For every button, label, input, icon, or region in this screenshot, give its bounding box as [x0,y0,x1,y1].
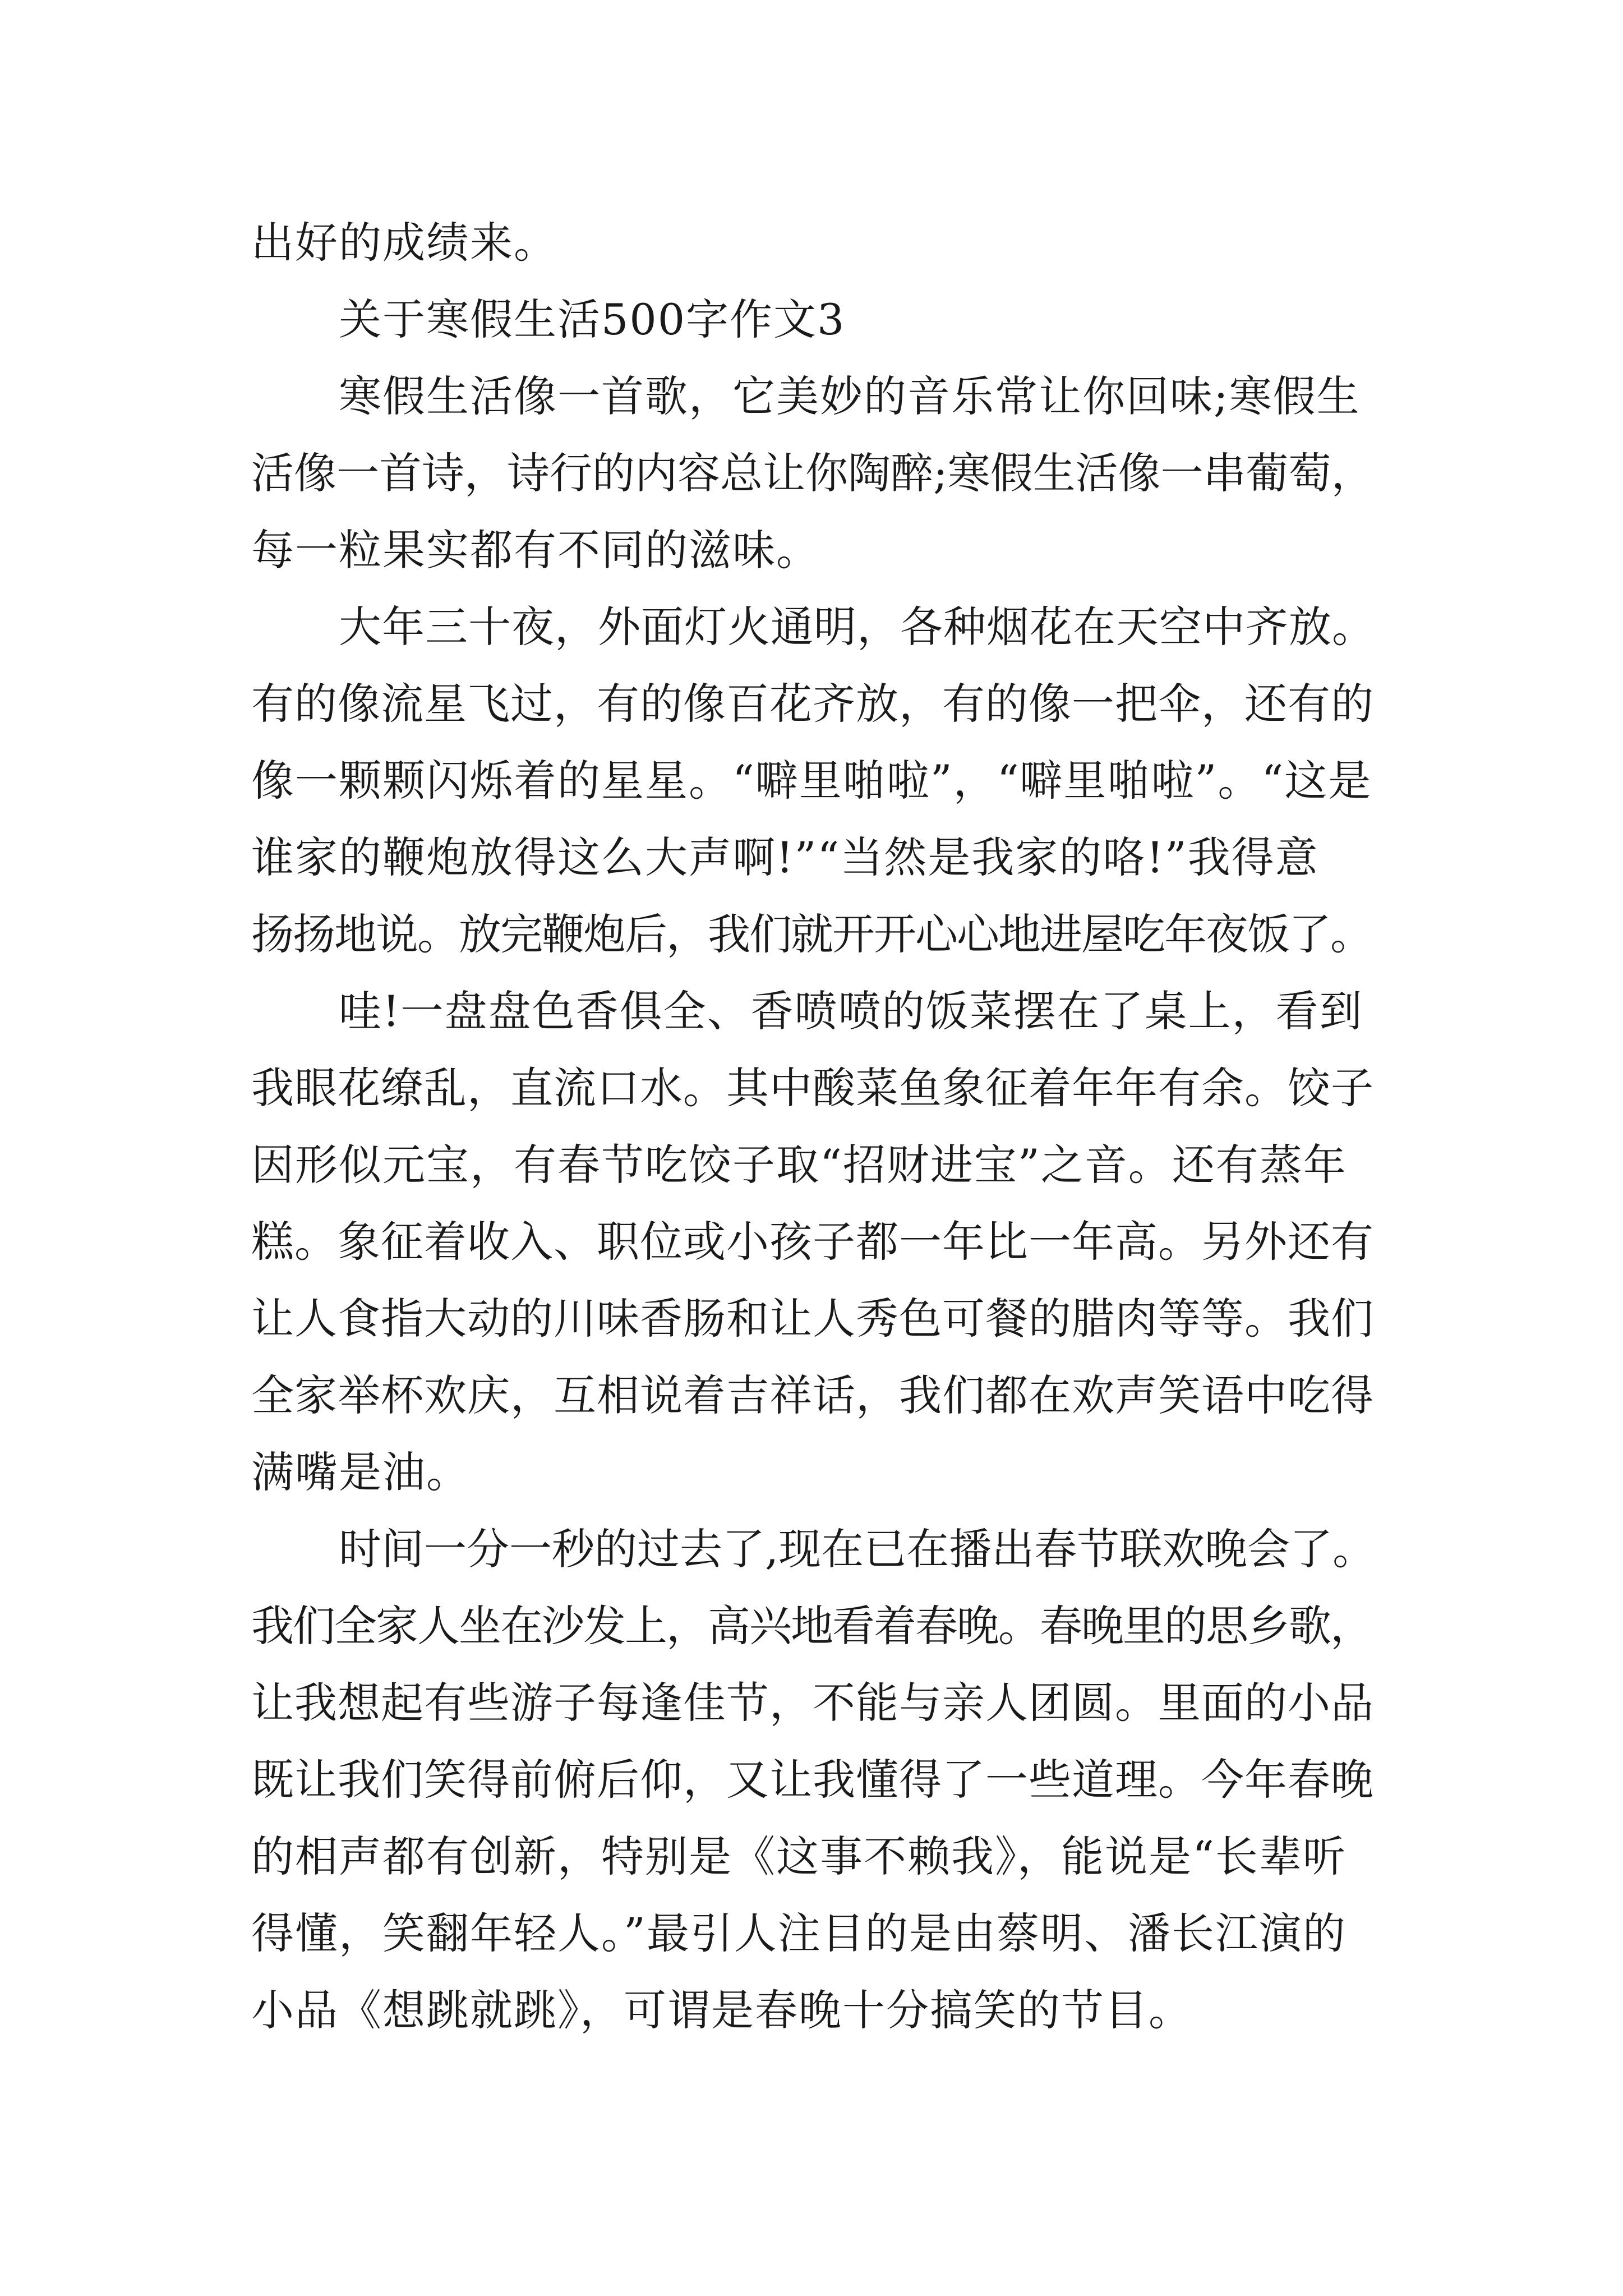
text-line: 时间一分一秒的过去了,现在已在播出春节联欢晚会了。 [339,1524,1376,1574]
text-line: 寒假生活像一首歌，它美妙的音乐常让你回味;寒假生 [339,371,1361,421]
text-line: 我眼花缭乱，直流口水。其中酸菜鱼象征着年年有余。饺子 [251,1063,1374,1113]
text-line: 像一颗颗闪烁着的星星。“噼里啪啦”，“噼里啪啦”。“这是 [251,756,1372,806]
text-line: 小品《想跳就跳》，可谓是春晚十分搞笑的节目。 [251,1985,1192,2035]
section-heading: 关于寒假生活500字作文3 [339,295,846,344]
text-line: 既让我们笑得前俯后仰，又让我懂得了一些道理。今年春晚 [251,1755,1374,1805]
text-line: 得懂，笑翻年轻人。”最引人注目的是由蔡明、潘长江演的 [251,1908,1347,1958]
text-line: 每一粒果实都有不同的滋味。 [251,525,820,575]
text-line: 的相声都有创新，特别是《这事不赖我》，能说是“长辈听 [251,1832,1347,1881]
text-line: 让我想起有些游子每逢佳节，不能与亲人团圆。里面的小品 [251,1678,1374,1728]
text-line: 因形似元宝，有春节吃饺子取“招财进宝”之音。还有蒸年 [251,1140,1347,1190]
text-line: 有的像流星飞过，有的像百花齐放，有的像一把伞，还有的 [251,679,1374,729]
text-line: 全家举杯欢庆，互相说着吉祥话，我们都在欢声笑语中吃得 [251,1370,1374,1420]
text-line: 让人食指大动的川味香肠和让人秀色可餐的腊肉等等。我们 [251,1294,1374,1343]
text-line: 出好的成绩来。 [251,218,557,268]
text-line: 大年三十夜，外面灯火通明，各种烟花在天空中齐放。 [339,602,1375,652]
text-line: 活像一首诗，诗行的内容总让你陶醉;寒假生活像一串葡萄， [251,448,1374,498]
text-line: 谁家的鞭炮放得这么大声啊!”“当然是我家的咯!”我得意 [251,832,1319,882]
text-line: 扬扬地说。放完鞭炮后，我们就开开心心地进屋吃年夜饭了。 [251,909,1372,959]
text-line: 糕。象征着收入、职位或小孩子都一年比一年高。另外还有 [251,1217,1374,1267]
text-line: 我们全家人坐在沙发上，高兴地看着春晚。春晚里的思乡歌， [251,1601,1372,1651]
text-line: 满嘴是油。 [251,1447,470,1497]
text-line: 哇!一盘盘色香俱全、香喷喷的饭菜摆在了桌上，看到 [339,986,1363,1036]
